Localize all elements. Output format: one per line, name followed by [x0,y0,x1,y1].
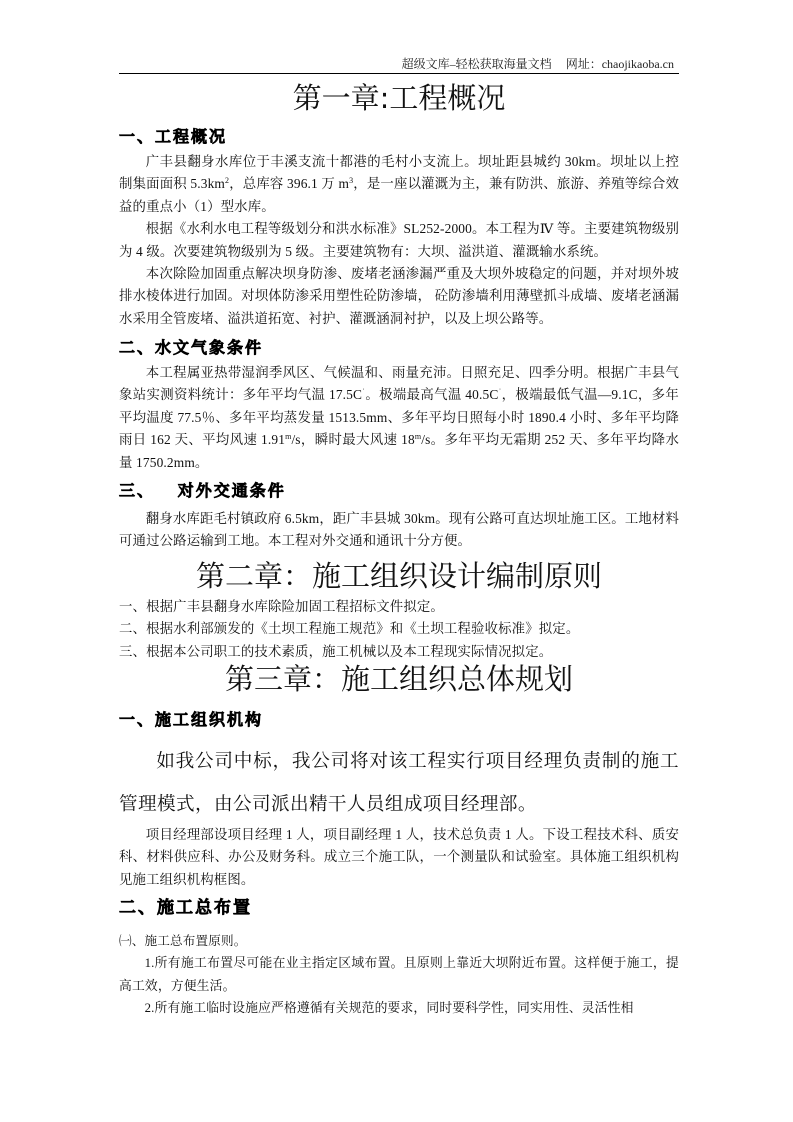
section-title: 二、水文气象条件 [119,338,264,357]
list-item: 1.所有施工布置尽可能在业主指定区域布置。且原则上靠近大坝附近布置。这样便于施工，提高工效，方便生活。 [119,956,679,993]
header-url: 网址：chaojikaoba.cn [565,57,674,71]
section-project-overview [119,126,679,148]
header-divider [119,73,679,74]
chapter-1 [119,78,679,118]
section-title: 三、 对外交通条件 [119,481,286,500]
paragraph: 项目经理部设项目经理 1 人，项目副经理 1 人，技术总负责 1 人。下设工程技术科、质安科、材料供应科、办公及财务科。成立三个施工队，一个测量队和试验室。具体施工组织机构见施工组织机构框图。 [119,827,679,887]
section-construction-organization-detail [119,824,679,891]
list-item: 三、根据本公司职工的技术素质，施工机械以及本工程现实际情况拟定。 [119,643,553,659]
section-title: 二、施工总布置 [119,898,252,918]
list-item: 二、根据水利部颁发的《土坝工程施工规范》和《土坝工程验收标准》拟定。 [119,621,580,637]
subheading: ㈠、施工总布置原则。 [119,934,247,948]
chapter-2 [119,556,679,596]
paragraph: 本工程属亚热带湿润季风区、气候温和、雨量充沛。日照充足、四季分明。根据广丰县气象站实测资料统计：多年平均气温 17.5C˙。极端最高气温 40.5C˙，极端最低气温—9.1C，多年平均温度 77.5％、多年平均蒸发量 1513.5mm、多年平均日照每小时 1890.4 小时、多年平均降雨日 162 天、平均风速 1.91$^m$/s，瞬时最大风速 18$^m$/s。多年平均无霜期 252 天、多年平均降水量 1750.2mm。 [119,365,679,470]
paragraph: 翻身水库距毛村镇政府 6.5km，距广丰县城 30km。现有公路可直达坝址施工区。工地材料可通过公路运输到工地。本工程对外交通和通讯十分方便。 [119,511,679,549]
paragraph: 本次除险加固重点解决坝身防渗、废堵老涵渗漏严重及大坝外坡稳定的问题，并对坝外坡排水棱体进行加固。对坝体防渗采用塑性砼防渗墙， 砼防渗墙利用薄壁抓斗成墙、废堵老涵漏水采用全管废堵、溢洪道拓宽、衬护、灌溉涵洞衬护，以及上坝公路等。 [119,266,679,326]
chapter-2-items [119,596,679,663]
chapter-3-title: 第三章：施工组织总体规划 [224,662,573,696]
section-hydrology-climate-body [119,362,679,474]
section-title: 一、工程概况 [119,127,228,146]
section-construction-organization [119,709,679,731]
page-header [402,55,674,72]
paragraph: 根据《水利水电工程等级划分和洪水标准》SL252-2000。本工程为Ⅳ 等。主要建筑物级别为 4 级。次要建筑物级别为 5 级。主要建筑物有：大坝、溢洪道、灌溉输水系统。 [119,221,679,259]
paragraph: 广丰县翻身水库位于丰溪支流十都港的毛村小支流上。坝址距县城约 30km。坝址以上控制集面面积 $5.3km^2$，总库容 396.1 万 $m^3$，是一座以灌溉为主，兼有防洪、旅游、养殖等综合效益的重点小（1）型水库。 [119,154,679,214]
section-title: 一、施工组织机构 [119,710,264,729]
section-general-layout-body [119,930,679,1020]
section-construction-organization-body [119,740,679,826]
list-item: 一、根据广丰县翻身水库除险加固工程招标文件拟定。 [119,599,444,614]
section-external-transport [119,480,679,502]
paragraph-large: 如我公司中标，我公司将对该工程实行项目经理负责制的施工管理模式，由公司派出精干人员组成项目经理部。 [119,751,679,815]
chapter-1-title: 第一章:工程概况 [292,81,506,115]
section-hydrology-climate [119,337,679,359]
header-site-name: 超级文库–轻松获取海量文档 [401,57,552,71]
chapter-2-title: 第二章：施工组织设计编制原则 [195,559,602,593]
chapter-3 [119,659,679,699]
section-external-transport-body [119,508,679,553]
section-project-overview-body [119,151,679,330]
list-item: 2.所有施工临时设施应严格遵循有关规范的要求，同时要科学性，同实用性、灵活性相 [144,1001,634,1016]
section-general-layout [119,897,679,919]
